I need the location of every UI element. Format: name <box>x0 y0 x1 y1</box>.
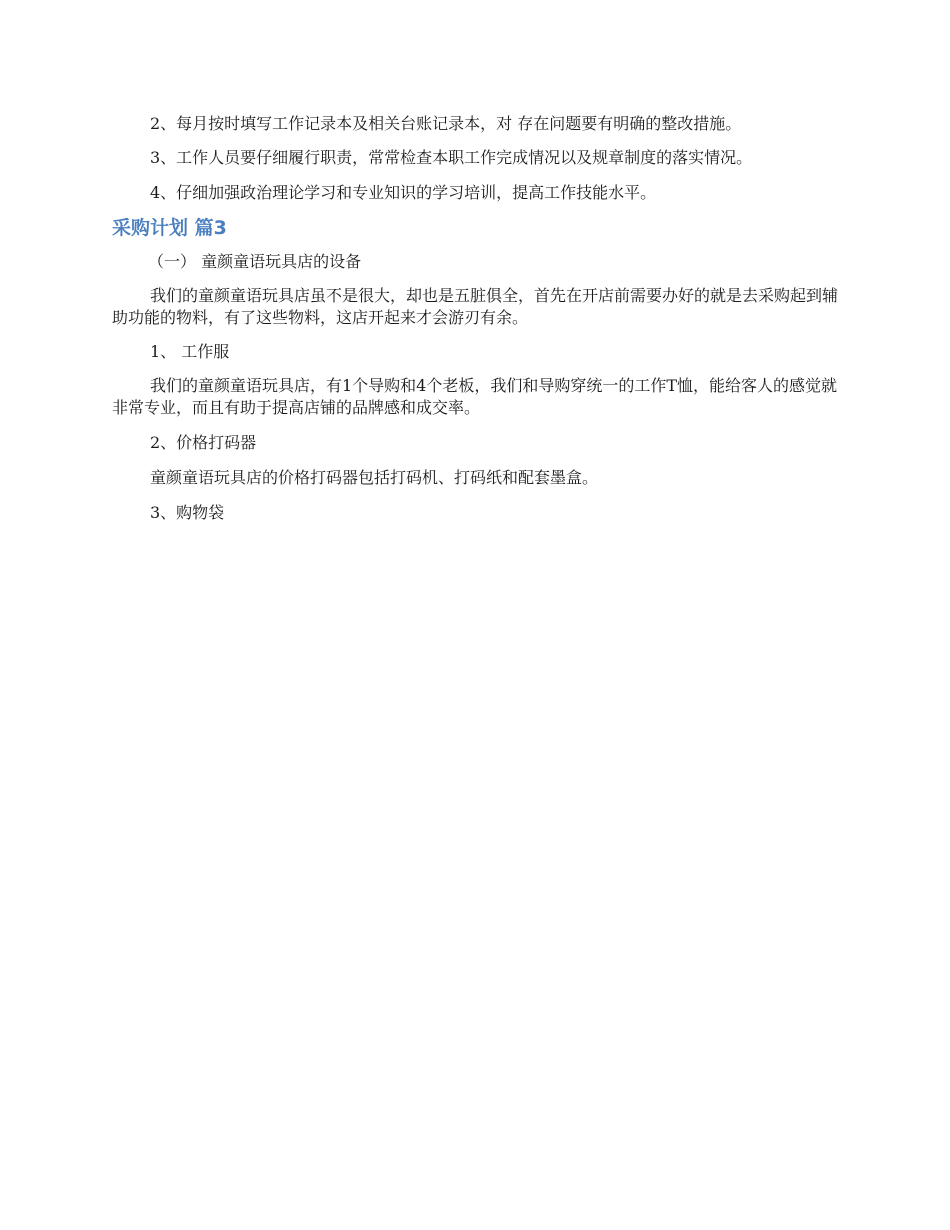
list-item-shopping-bag: 3、购物袋 <box>150 503 225 522</box>
paragraph-intro: 我们的童颜童语玩具店虽不是很大，却也是五脏俱全，首先在开店前需要办好的就是去采购起到辅助功能的物料，有了这些物料，这店开起来才会游刃有余。 <box>112 286 839 327</box>
subsection-title: （一） 童颜童语玩具店的设备 <box>148 252 362 271</box>
section-heading: 采购计划 篇3 <box>112 217 227 239</box>
list-item-price-labeler: 2、价格打码器 <box>150 433 257 452</box>
document-body <box>112 110 842 524</box>
paragraph-item-3: 3、工作人员要仔细履行职责，常常检查本职工作完成情况以及规章制度的落实情况。 <box>150 148 753 167</box>
list-item-workwear: 1、 工作服 <box>150 342 230 361</box>
paragraph-price-labeler: 童颜童语玩具店的价格打码器包括打码机、打码纸和配套墨盒。 <box>150 468 599 487</box>
paragraph-workwear: 我们的童颜童语玩具店，有1个导购和4个老板，我们和导购穿统一的工作T恤，能给客人的感觉就非常专业，而且有助于提高店铺的品牌感和成交率。 <box>112 376 838 417</box>
paragraph-item-2: 2、每月按时填写工作记录本及相关台账记录本，对 存在问题要有明确的整改措施。 <box>150 114 742 133</box>
paragraph-item-4: 4、仔细加强政治理论学习和专业知识的学习培训，提高工作技能水平。 <box>150 183 657 202</box>
